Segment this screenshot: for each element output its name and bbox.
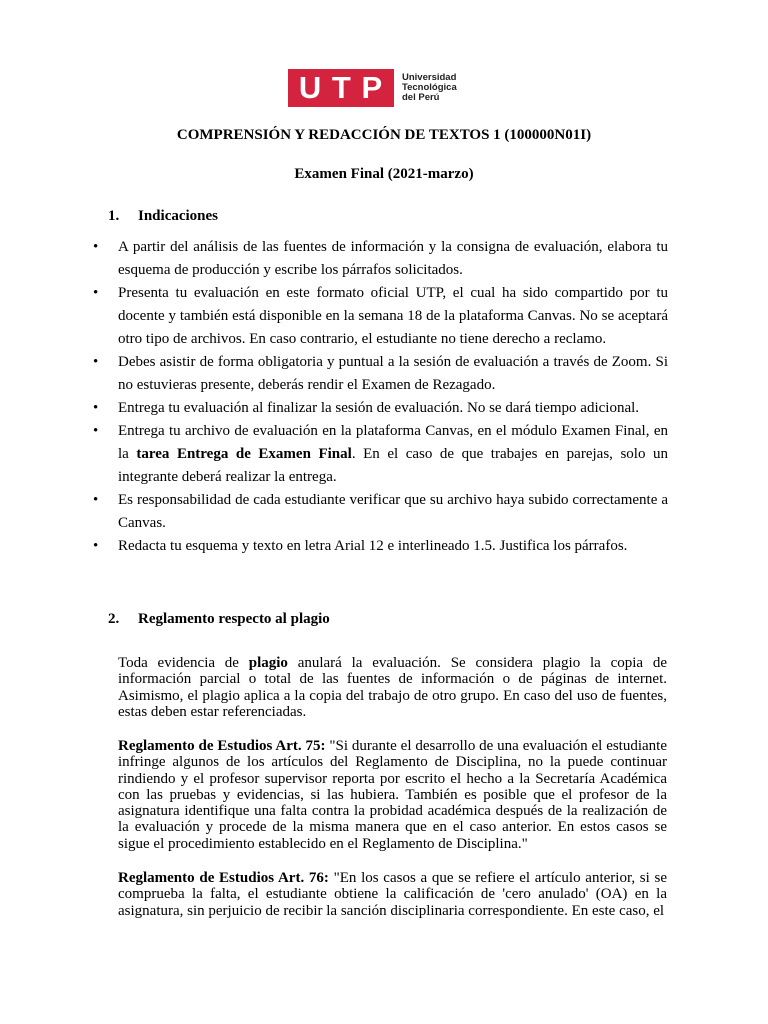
section-2-title: Reglamento respecto al plagio <box>138 611 330 627</box>
article-76-label: Reglamento de Estudios Art. 76: <box>118 870 329 886</box>
list-item-text: Debes asistir de forma obligatoria y puntual a la sesión de evaluación a través de Zoom. Si no estuvieras presente, deberás rendir el Examen de Rezagado. <box>118 354 668 393</box>
list-item <box>118 535 668 558</box>
list-item <box>118 282 668 351</box>
list-item-text: Redacta tu esquema y texto en letra Arial 12 e interlineado 1.5. Justifica los párrafos. <box>118 538 628 554</box>
utp-logo-mark <box>288 69 394 107</box>
list-item <box>118 489 668 535</box>
list-item <box>118 420 668 489</box>
logo-line-3: del Perú <box>402 92 440 103</box>
section-2-number: 2. <box>108 611 120 627</box>
list-item <box>118 397 668 420</box>
list-item-text: Entrega tu archivo de evaluación en la plataforma Canvas, en el módulo Examen Final, en la <box>118 423 668 462</box>
list-item-text: A partir del análisis de las fuentes de información y la consigna de evaluación, elabora tu esquema de producción y escribe los párrafos solicitados. <box>118 239 668 278</box>
logo-line-2: Tecnológica <box>402 82 457 93</box>
list-item <box>118 236 668 282</box>
article-75-label: Reglamento de Estudios Art. 75: <box>118 738 326 754</box>
exam-title: Examen Final (2021-marzo) <box>294 166 474 182</box>
paragraph-text: anulará la evaluación. Se considera plagio la copia de información parcial o total de las fuentes de información o de páginas de internet. Asimismo, el plagio aplica a la copia del trabajo de otro grupo. En caso del uso de fuentes, estas deben estar referenciadas. <box>118 655 668 720</box>
article-75-paragraph <box>118 738 667 852</box>
section-1-title: Indicaciones <box>138 208 219 224</box>
logo-letter-u: U <box>298 70 323 105</box>
instructions-list <box>118 236 668 558</box>
list-item-text: Es responsabilidad de cada estudiante verificar que su archivo haya subido correctamente a Canvas. <box>118 492 668 531</box>
paragraph-text: Toda evidencia de <box>118 655 249 671</box>
list-item-text: Entrega tu evaluación al finalizar la sesión de evaluación. No se dará tiempo adicional. <box>118 400 640 416</box>
logo-line-1: Universidad <box>402 72 457 83</box>
article-76-paragraph <box>118 870 667 919</box>
paragraph-bold: plagio <box>248 655 288 671</box>
list-item-bold: tarea Entrega de Examen Final <box>136 446 352 462</box>
logo-letter-t: T <box>331 70 352 105</box>
article-76-text: "En los casos a que se refiere el artículo anterior, si se comprueba la falta, el estudiante obtiene la calificación de 'cero anulado' (OA) en la asignatura, sin perjuicio de recibir la sanción disciplinaria correspondiente. En este caso, el <box>118 870 668 919</box>
list-item-text: Presenta tu evaluación en este formato oficial UTP, el cual ha sido compartido por tu docente y también está disponible en la semana 18 de la plataforma Canvas. No se aceptará otro tipo de archivos. En caso contrario, el estudiante no tiene derecho a reclamo. <box>118 285 668 347</box>
utp-logo <box>288 69 457 107</box>
list-item-text: . En el caso de que trabajes en parejas, solo un integrante deberá realizar la entrega. <box>118 446 668 485</box>
logo-wordmark <box>402 73 457 103</box>
article-75-text: "Si durante el desarrollo de una evaluación el estudiante infringe algunos de los artículos del Reglamento de Disciplina, no la puede continuar rindiendo y el profesor supervisor reporta por escrito el hecho a la Secretaría Académica con las pruebas y evidencias, si las hubiera. También es posible que el profesor de la asignatura identifique una falta contra la probidad académica después de la realización de la evaluación y procede de la misma manera que en el caso anterior. En estos casos se sigue el procedimiento establecido en el Reglamento de Disciplina." <box>118 738 668 852</box>
logo-letter-p: P <box>361 70 384 105</box>
list-item <box>118 351 668 397</box>
section-2-heading <box>108 611 330 628</box>
section-1-number: 1. <box>108 208 120 224</box>
plagiarism-paragraph <box>118 655 667 720</box>
course-title: COMPRENSIÓN Y REDACCIÓN DE TEXTOS 1 (100000N01I) <box>176 127 592 143</box>
section-1-heading <box>108 208 218 225</box>
